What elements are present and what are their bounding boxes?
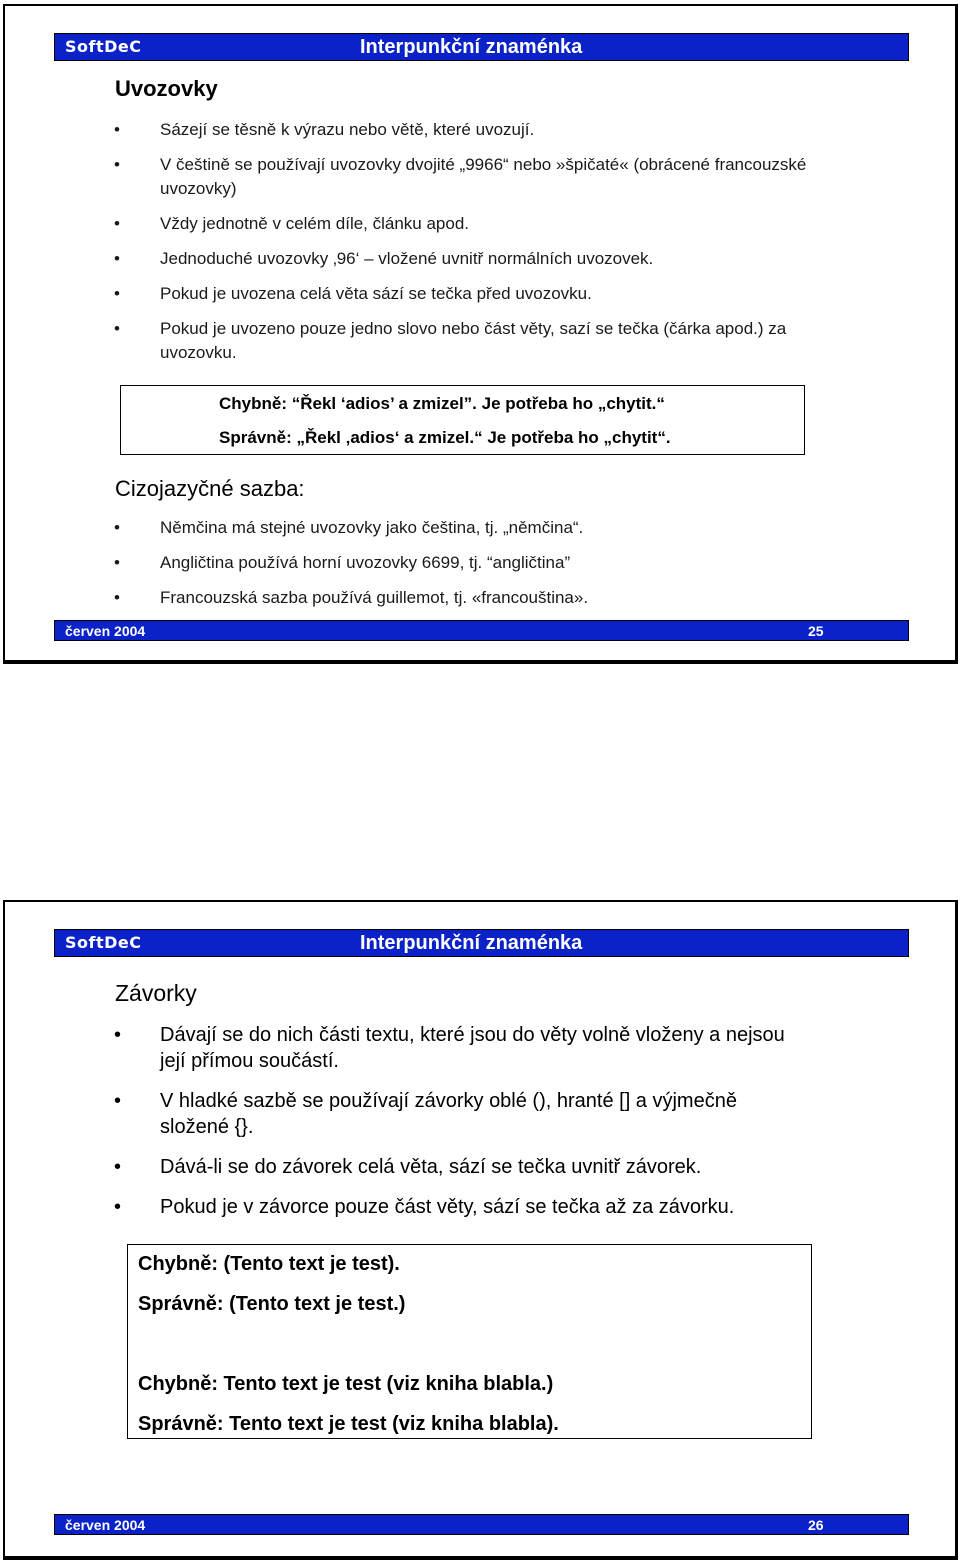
slide-header bbox=[54, 929, 909, 957]
slide-footer bbox=[54, 620, 909, 641]
example-right: Správně: (Tento text je test.) bbox=[138, 1293, 406, 1315]
list-item: • Angličtina používá horní uvozovky 6699, tj. “angličtina” bbox=[160, 551, 860, 575]
example-wrong: Chybně: “Řekl ‘adios’ a zmizel”. Je potřeba ho „chytit.“ bbox=[219, 394, 665, 413]
example-right: Správně: Tento text je test (viz kniha blabla). bbox=[138, 1413, 559, 1435]
example-box bbox=[120, 385, 805, 455]
list-item: • V hladké sazbě se používají závorky oblé (), hranté [] a výjmečně složené {}. bbox=[160, 1088, 810, 1140]
slide-header bbox=[54, 33, 909, 61]
example-wrong: Chybně: Tento text je test (viz kniha blabla.) bbox=[138, 1373, 554, 1395]
softdec-logo: SoftDeC bbox=[65, 37, 142, 56]
list-item: • Pokud je v závorce pouze část věty, sází se tečka až za závorku. bbox=[160, 1194, 810, 1220]
slide-footer bbox=[54, 1514, 909, 1535]
list-item: • Dává-li se do závorek celá věta, sází se tečka uvnitř závorek. bbox=[160, 1154, 810, 1180]
list-item: • Jednoduché uvozovky ‚96‘ – vložené uvnitř normálních uvozovek. bbox=[160, 247, 860, 271]
page-number: 26 bbox=[808, 1517, 824, 1533]
list-item: • Sázejí se těsně k výrazu nebo větě, které uvozují. bbox=[160, 118, 860, 142]
slide-25 bbox=[3, 4, 958, 664]
list-item: • Dávají se do nich části textu, které jsou do věty volně vloženy a nejsou její přímou součástí. bbox=[160, 1022, 810, 1074]
example-wrong: Chybně: (Tento text je test). bbox=[138, 1253, 400, 1275]
footer-date: červen 2004 bbox=[65, 623, 146, 639]
list-item: • Pokud je uvozeno pouze jedno slovo nebo část věty, sazí se tečka (čárka apod.) za uvozovku. bbox=[160, 317, 810, 365]
bullet-list bbox=[160, 118, 860, 365]
foreign-typesetting-heading: Cizojazyčné sazba: bbox=[115, 476, 305, 501]
slide-header-title: Interpunkční znaménka bbox=[360, 932, 583, 954]
list-item: • Vždy jednotně v celém díle, článku apod. bbox=[160, 212, 860, 236]
foreign-bullet-list bbox=[160, 516, 860, 610]
slide-heading: Závorky bbox=[115, 980, 197, 1006]
footer-date: červen 2004 bbox=[65, 1517, 146, 1533]
example-right: Správně: „Řekl ‚adios‘ a zmizel.“ Je potřeba ho „chytit“. bbox=[219, 428, 671, 447]
list-item: • Francouzská sazba používá guillemot, tj. «francouština». bbox=[160, 586, 860, 610]
bullet-list bbox=[160, 1022, 810, 1220]
page-number: 25 bbox=[808, 623, 824, 639]
slide-26 bbox=[3, 900, 958, 1560]
list-item: • Němčina má stejné uvozovky jako čeština, tj. „němčina“. bbox=[160, 516, 860, 540]
softdec-logo: SoftDeC bbox=[65, 933, 142, 952]
list-item: • Pokud je uvozena celá věta sází se tečka před uvozovku. bbox=[160, 282, 860, 306]
slide-heading: Uvozovky bbox=[115, 76, 218, 101]
list-item: • V češtině se používají uvozovky dvojité „9966“ nebo »špičaté« (obrácené francouzské uvozovky) bbox=[160, 153, 810, 201]
example-box bbox=[127, 1244, 812, 1439]
slide-header-title: Interpunkční znaménka bbox=[360, 36, 583, 58]
